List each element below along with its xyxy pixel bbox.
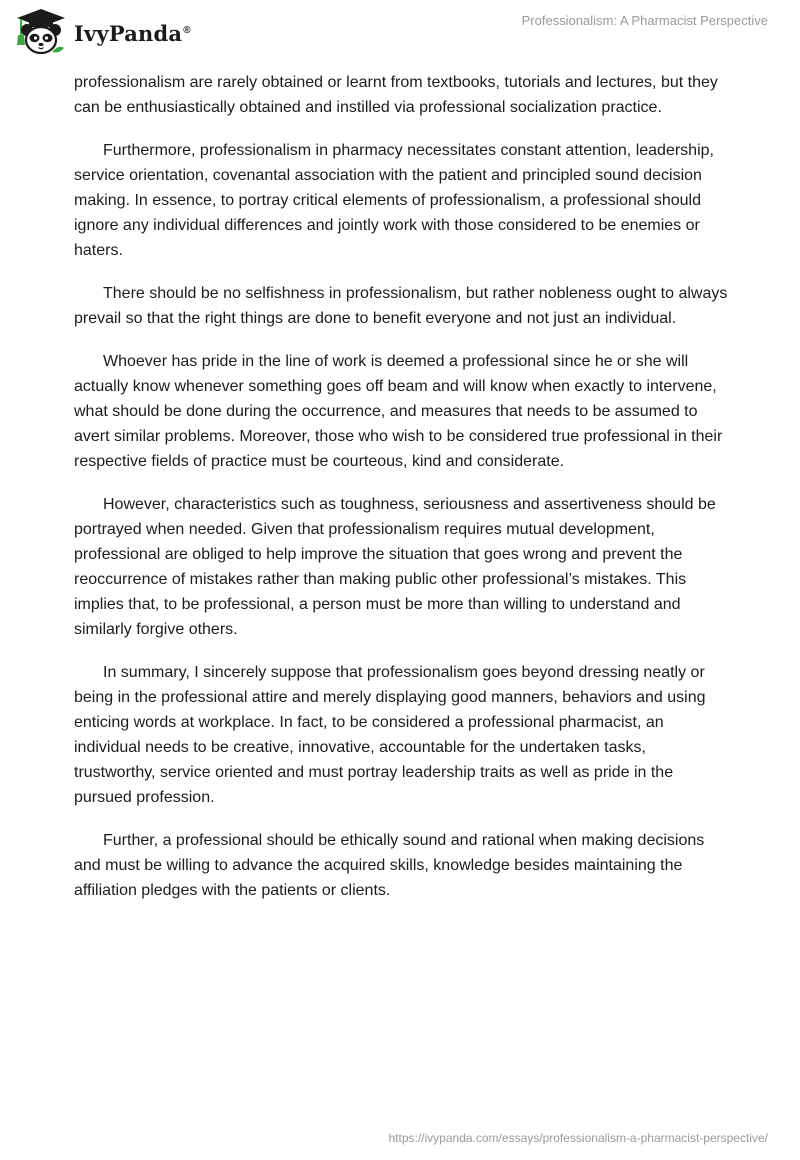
paragraph: In summary, I sincerely suppose that professionalism goes beyond dressing neatly or being in the professional attire and merely displaying good manners, behaviors and using enticing words at workplace. In fact, to be considered a professional pharmacist, an individual needs to be creative, innovative, accountable for the undertaken tasks, trustworthy, service oriented and must portray leadership traits as well as pride in the pursued profession. [74, 664, 706, 806]
document-title: Professionalism: A Pharmacist Perspective [521, 13, 768, 28]
ivypanda-logo[interactable] [14, 8, 191, 56]
panda-graduation-cap-icon [14, 8, 68, 56]
paragraph: Further, a professional should be ethically sound and rational when making decisions and must be willing to advance the acquired skills, knowledge besides maintaining the affiliation pledges with the patients or clients. [74, 832, 705, 899]
paragraph-continuation: professionalism are rarely obtained or learnt from textbooks, tutorials and lectures, but they can be enthusiastically obtained and instilled via professional socialization practice. [74, 74, 718, 116]
registered-mark: ® [183, 24, 191, 36]
paragraph: Whoever has pride in the line of work is deemed a professional since he or she will actually know whenever something goes off beam and will know when exactly to intervene, what should be done during the occurrence, and measures that needs to be assumed to avert similar problems. Moreover, those who wish to be considered true professional in their respective fields of practice must be courteous, kind and considerate. [74, 353, 723, 470]
paragraph: Furthermore, professionalism in pharmacy necessitates constant attention, leadership, service orientation, covenantal association with the patient and principled sound decision making. In essence, to portray critical elements of professionalism, a professional should ignore any individual differences and jointly work with those considered to be enemies or haters. [74, 142, 714, 259]
brand-name: IvyPanda® [74, 20, 191, 46]
essay-body [74, 70, 728, 921]
paragraph: There should be no selfishness in professionalism, but rather nobleness ought to always prevail so that the right things are done to benefit everyone and not just an individual. [74, 285, 728, 327]
page-header [0, 0, 800, 66]
source-url-link[interactable]: https://ivypanda.com/essays/professionalism-a-pharmacist-perspective/ [388, 1131, 768, 1145]
paragraph: However, characteristics such as toughness, seriousness and assertiveness should be portrayed when needed. Given that professionalism requires mutual development, professional are obliged to help improve the situation that goes wrong and prevent the reoccurrence of mistakes rather than making public other professional’s mistakes. This implies that, to be professional, a person must be more than willing to understand and similarly forgive others. [74, 496, 716, 638]
